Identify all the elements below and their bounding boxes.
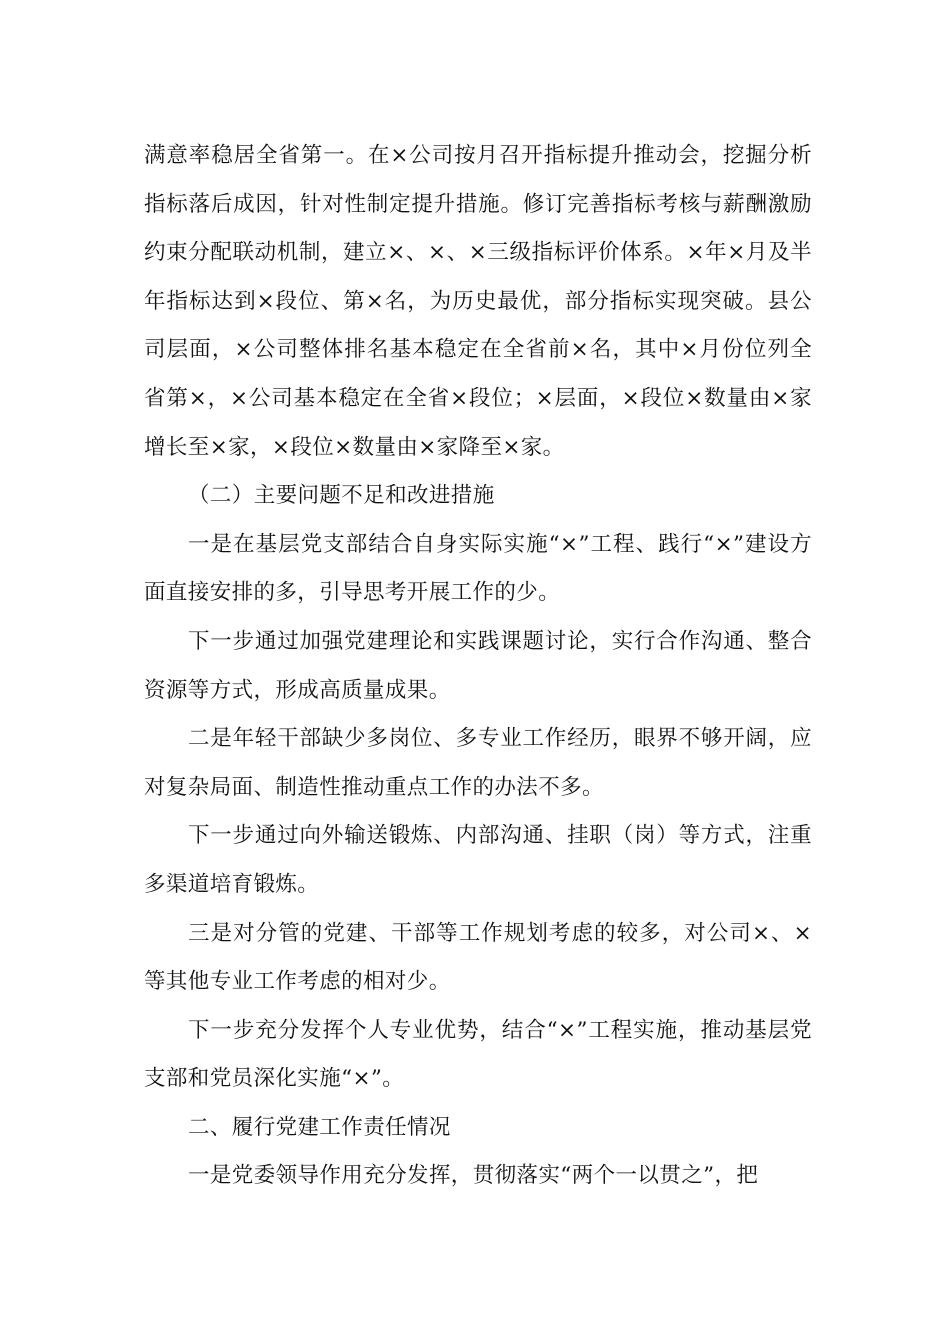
paragraph-problem-two: 二是年轻干部缺少多岗位、多专业工作经历，眼界不够开阔，应对复杂局面、制造性推动重点工作的办法不多。 [144,726,812,800]
paragraph-problem-one: 一是在基层党支部结合自身实际实施“×”工程、践行“×”建设方面直接安排的多，引导思考开展工作的少。 [144,531,812,606]
paragraph-party-leadership: 一是党委领导作用充分发挥，贯彻落实“两个一以贯之”，把 [188,1163,759,1189]
document-body [144,132,812,1201]
paragraph-satisfaction-ranking: 满意率稳居全省第一。在×公司按月召开指标提升推动会，挖掘分析指标落后成因，针对性制定提升措施。修订完善指标考核与薪酬激励约束分配联动机制，建立×、×、×三级指标评价体系。×年×月及半年指标达到×段位、第×名，为历史最优，部分指标实现突破。县公司层面，×公司整体排名基本稳定在全省前×名，其中×月份位列全省第×，×公司基本稳定在全省×段位；×层面，×段位×数量由×家增长至×家，×段位×数量由×家降至×家。 [144,143,812,460]
paragraph-measure-three: 下一步充分发挥个人专业优势，结合“×”工程实施，推动基层党支部和党员深化实施“×”。 [144,1017,812,1092]
paragraph-measure-two: 下一步通过向外输送锻炼、内部沟通、挂职（岗）等方式，注重多渠道培育锻炼。 [144,823,812,897]
paragraph-problem-three: 三是对分管的党建、干部等工作规划考虑的较多，对公司×、×等其他专业工作考虑的相对少。 [144,920,812,995]
paragraph-measure-one: 下一步通过加强党建理论和实践课题讨论，实行合作沟通、整合资源等方式，形成高质量成果。 [144,628,812,703]
section-heading-party-building: 二、履行党建工作责任情况 [188,1114,451,1140]
section-heading-problems: （二）主要问题不足和改进措施 [188,483,495,509]
